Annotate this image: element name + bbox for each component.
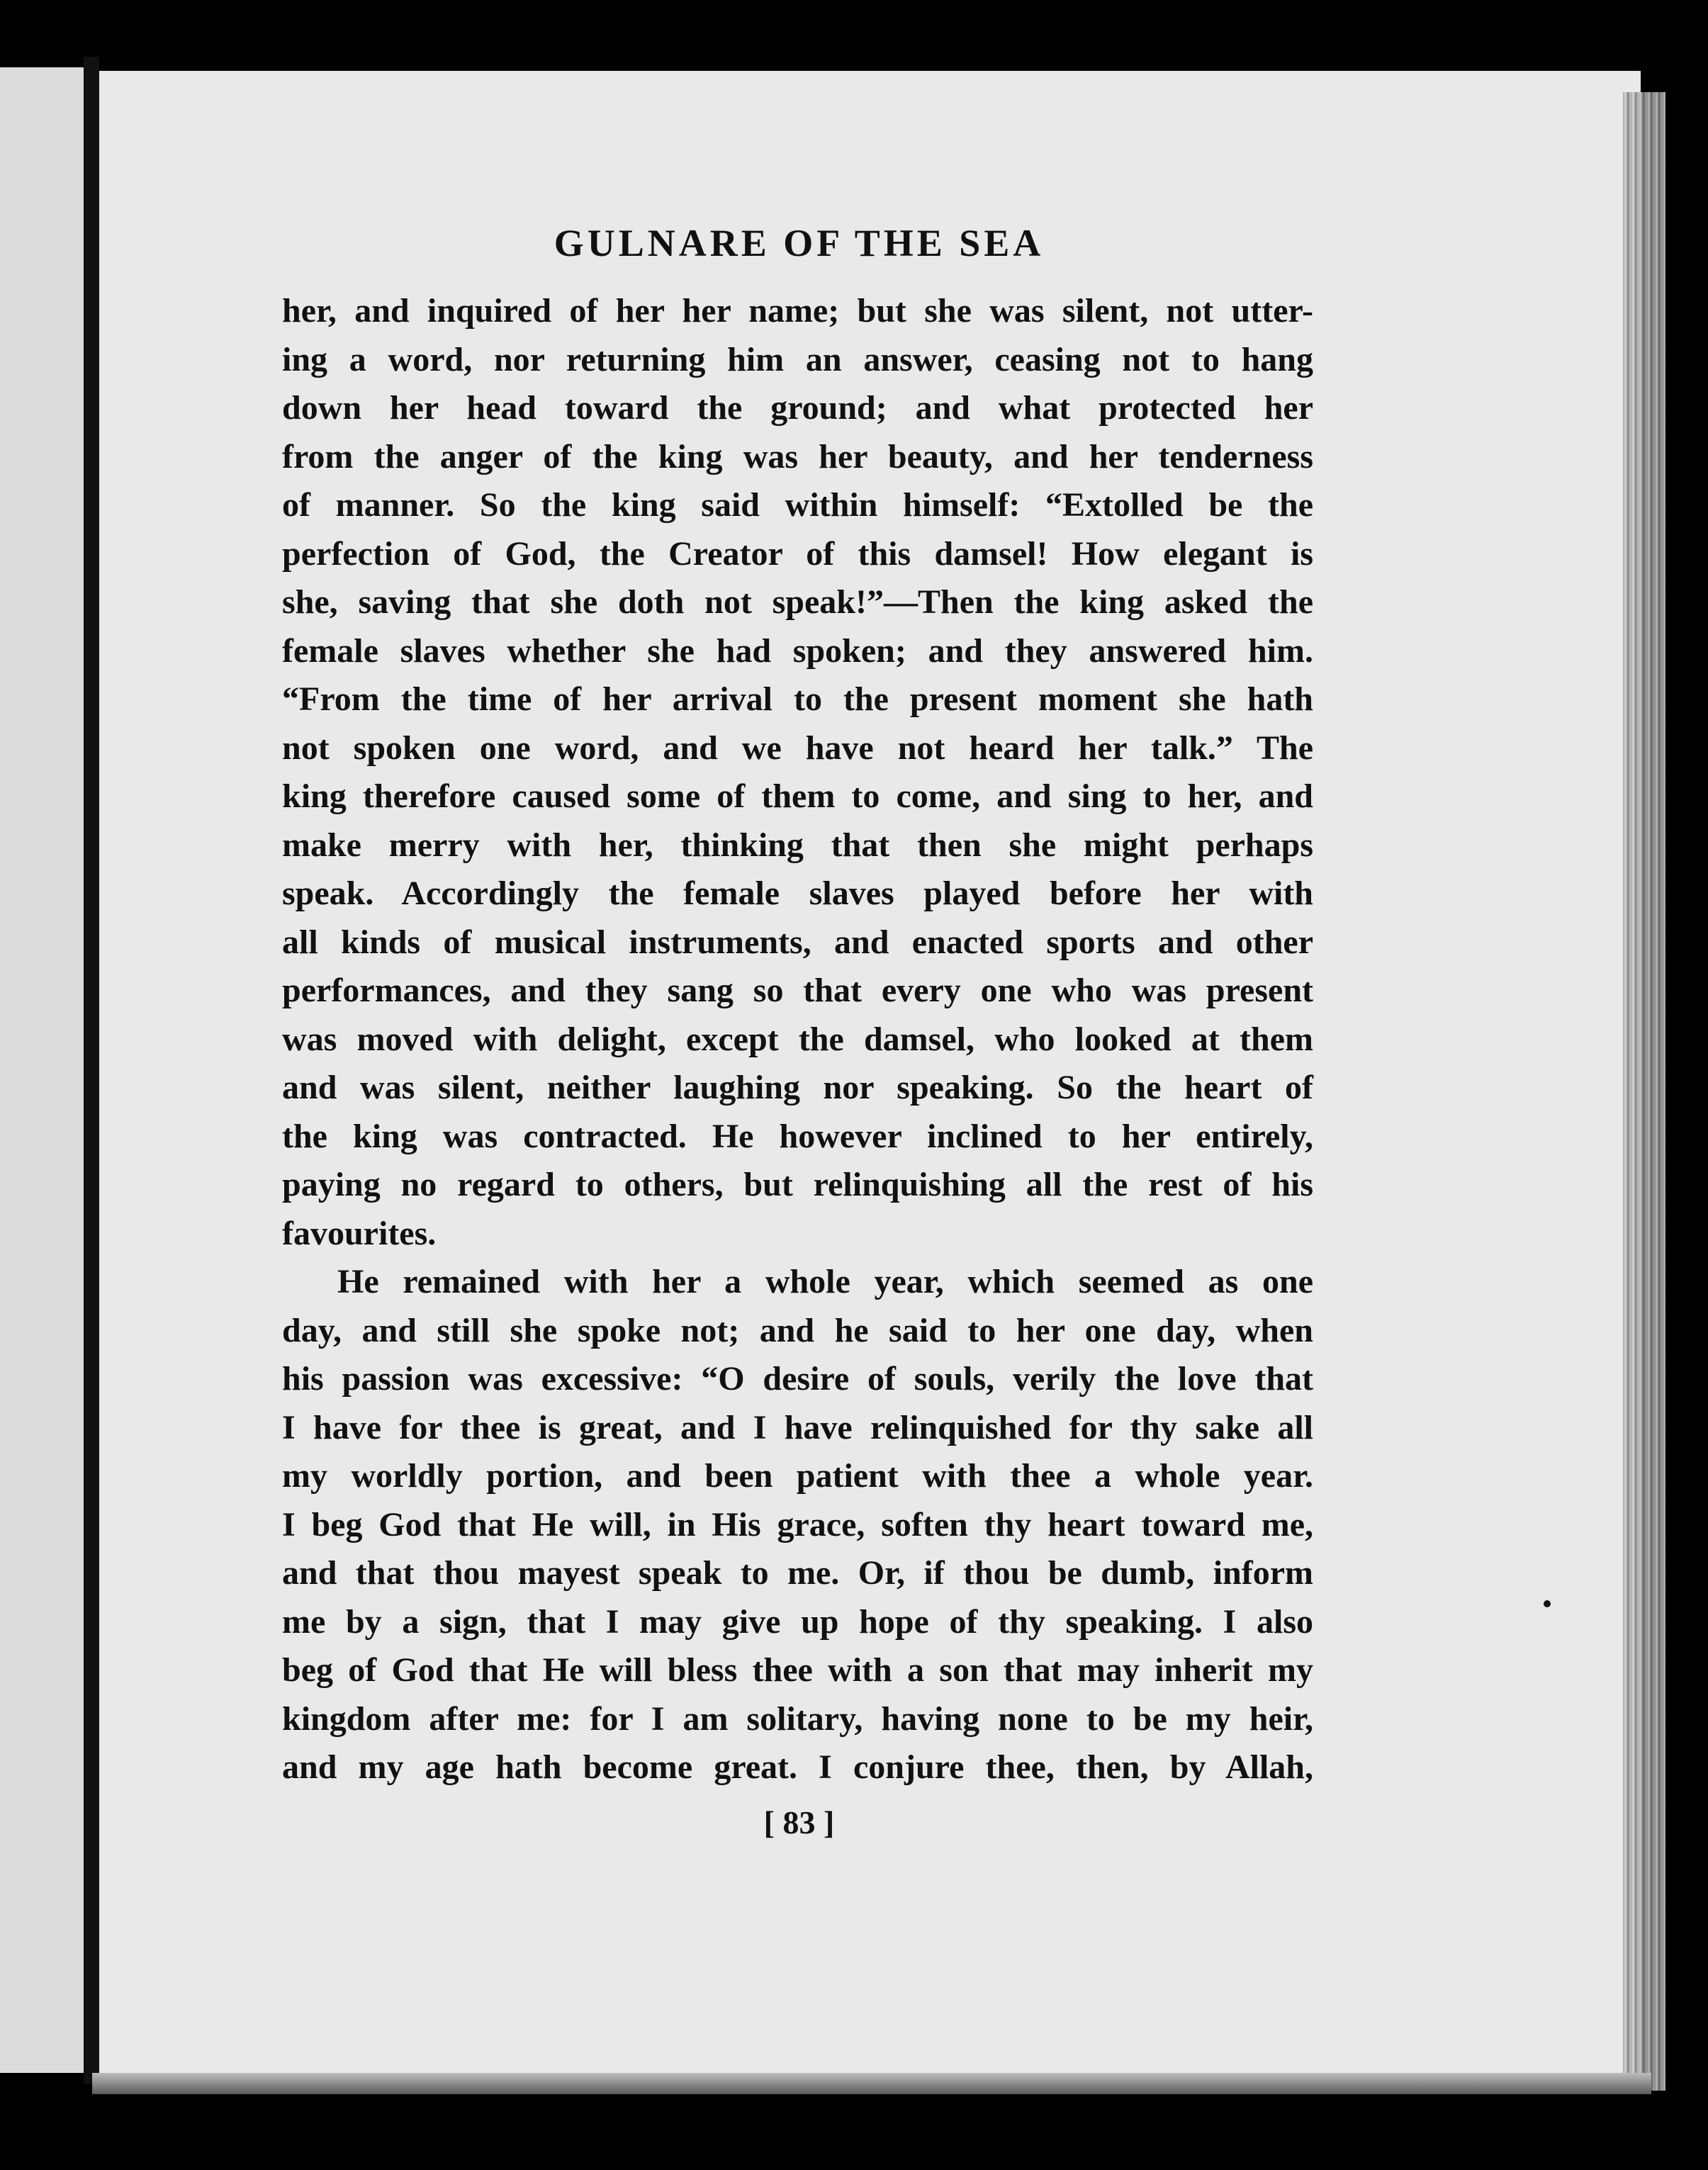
text-line: I beg God that He will, in His grace, soften thy heart toward me, <box>282 1505 1313 1544</box>
text-line: of manner. So the king said within himself: “Extolled be the <box>282 486 1313 524</box>
text-line: and my age hath become great. I conjure thee, then, by Allah, <box>282 1748 1313 1786</box>
text-line: paying no regard to others, but relinquishing all the rest of his <box>282 1166 1313 1203</box>
text-line: the king was contracted. He however inclined to her entirely, <box>282 1117 1313 1155</box>
text-line: speak. Accordingly the female slaves played before her with <box>282 875 1313 912</box>
text-line: I have for thee is great, and I have relinquished for thy sake all <box>282 1408 1313 1446</box>
text-line: beg of God that He will bless thee with a son that may inherit my <box>282 1651 1313 1689</box>
text-line: her, and inquired of her her name; but she was silent, not utter- <box>282 292 1313 330</box>
text-line: He remained with her a whole year, which seemed as one <box>337 1263 1313 1300</box>
text-line: favourites. <box>282 1214 437 1252</box>
text-line: all kinds of musical instruments, and enacted sports and other <box>282 923 1313 961</box>
text-line: and was silent, neither laughing nor speaking. So the heart of <box>282 1069 1313 1106</box>
book-gutter <box>84 57 99 2084</box>
facing-page-edge <box>0 67 84 2073</box>
text-line: perfection of God, the Creator of this damsel! How elegant is <box>282 534 1313 573</box>
text-line: me by a sign, that I may give up hope of thy speaking. I also <box>282 1602 1313 1641</box>
text-line: “From the time of her arrival to the present moment she hath <box>282 680 1313 718</box>
text-line: day, and still she spoke not; and he said to her one day, when <box>282 1311 1313 1349</box>
text-line: female slaves whether she had spoken; and they answered him. <box>282 631 1313 670</box>
text-line: king therefore caused some of them to come, and sing to her, and <box>282 777 1313 815</box>
running-head: GULNARE OF THE SEA <box>554 222 1045 264</box>
ink-speck <box>1544 1600 1551 1607</box>
text-line: from the anger of the king was her beauty, and her tenderness <box>282 437 1313 476</box>
body-text <box>282 287 1313 1792</box>
text-line: make merry with her, thinking that then she might perhaps <box>282 826 1313 864</box>
text-line: was moved with delight, except the damsel, who looked at them <box>282 1020 1313 1058</box>
page-stack-edges <box>1623 92 1665 2091</box>
text-line: his passion was excessive: “O desire of souls, verily the love that <box>282 1360 1313 1398</box>
text-line: performances, and they sang so that every one who was present <box>282 972 1313 1009</box>
text-line: and that thou mayest speak to me. Or, if thou be dumb, inform <box>282 1554 1313 1592</box>
text-line: not spoken one word, and we have not heard her talk.” The <box>282 729 1313 767</box>
text-line: kingdom after me: for I am solitary, having none to be my heir, <box>282 1699 1313 1738</box>
text-line: my worldly portion, and been patient with thee a whole year. <box>282 1457 1313 1495</box>
text-line: she, saving that she doth not speak!”—Then the king asked the <box>282 583 1313 621</box>
page-bottom-edge <box>92 2073 1651 2094</box>
text-line: ing a word, nor returning him an answer, ceasing not to hang <box>282 340 1313 378</box>
page-number: [ 83 ] <box>763 1804 835 1840</box>
text-line: down her head toward the ground; and what protected her <box>282 389 1313 427</box>
